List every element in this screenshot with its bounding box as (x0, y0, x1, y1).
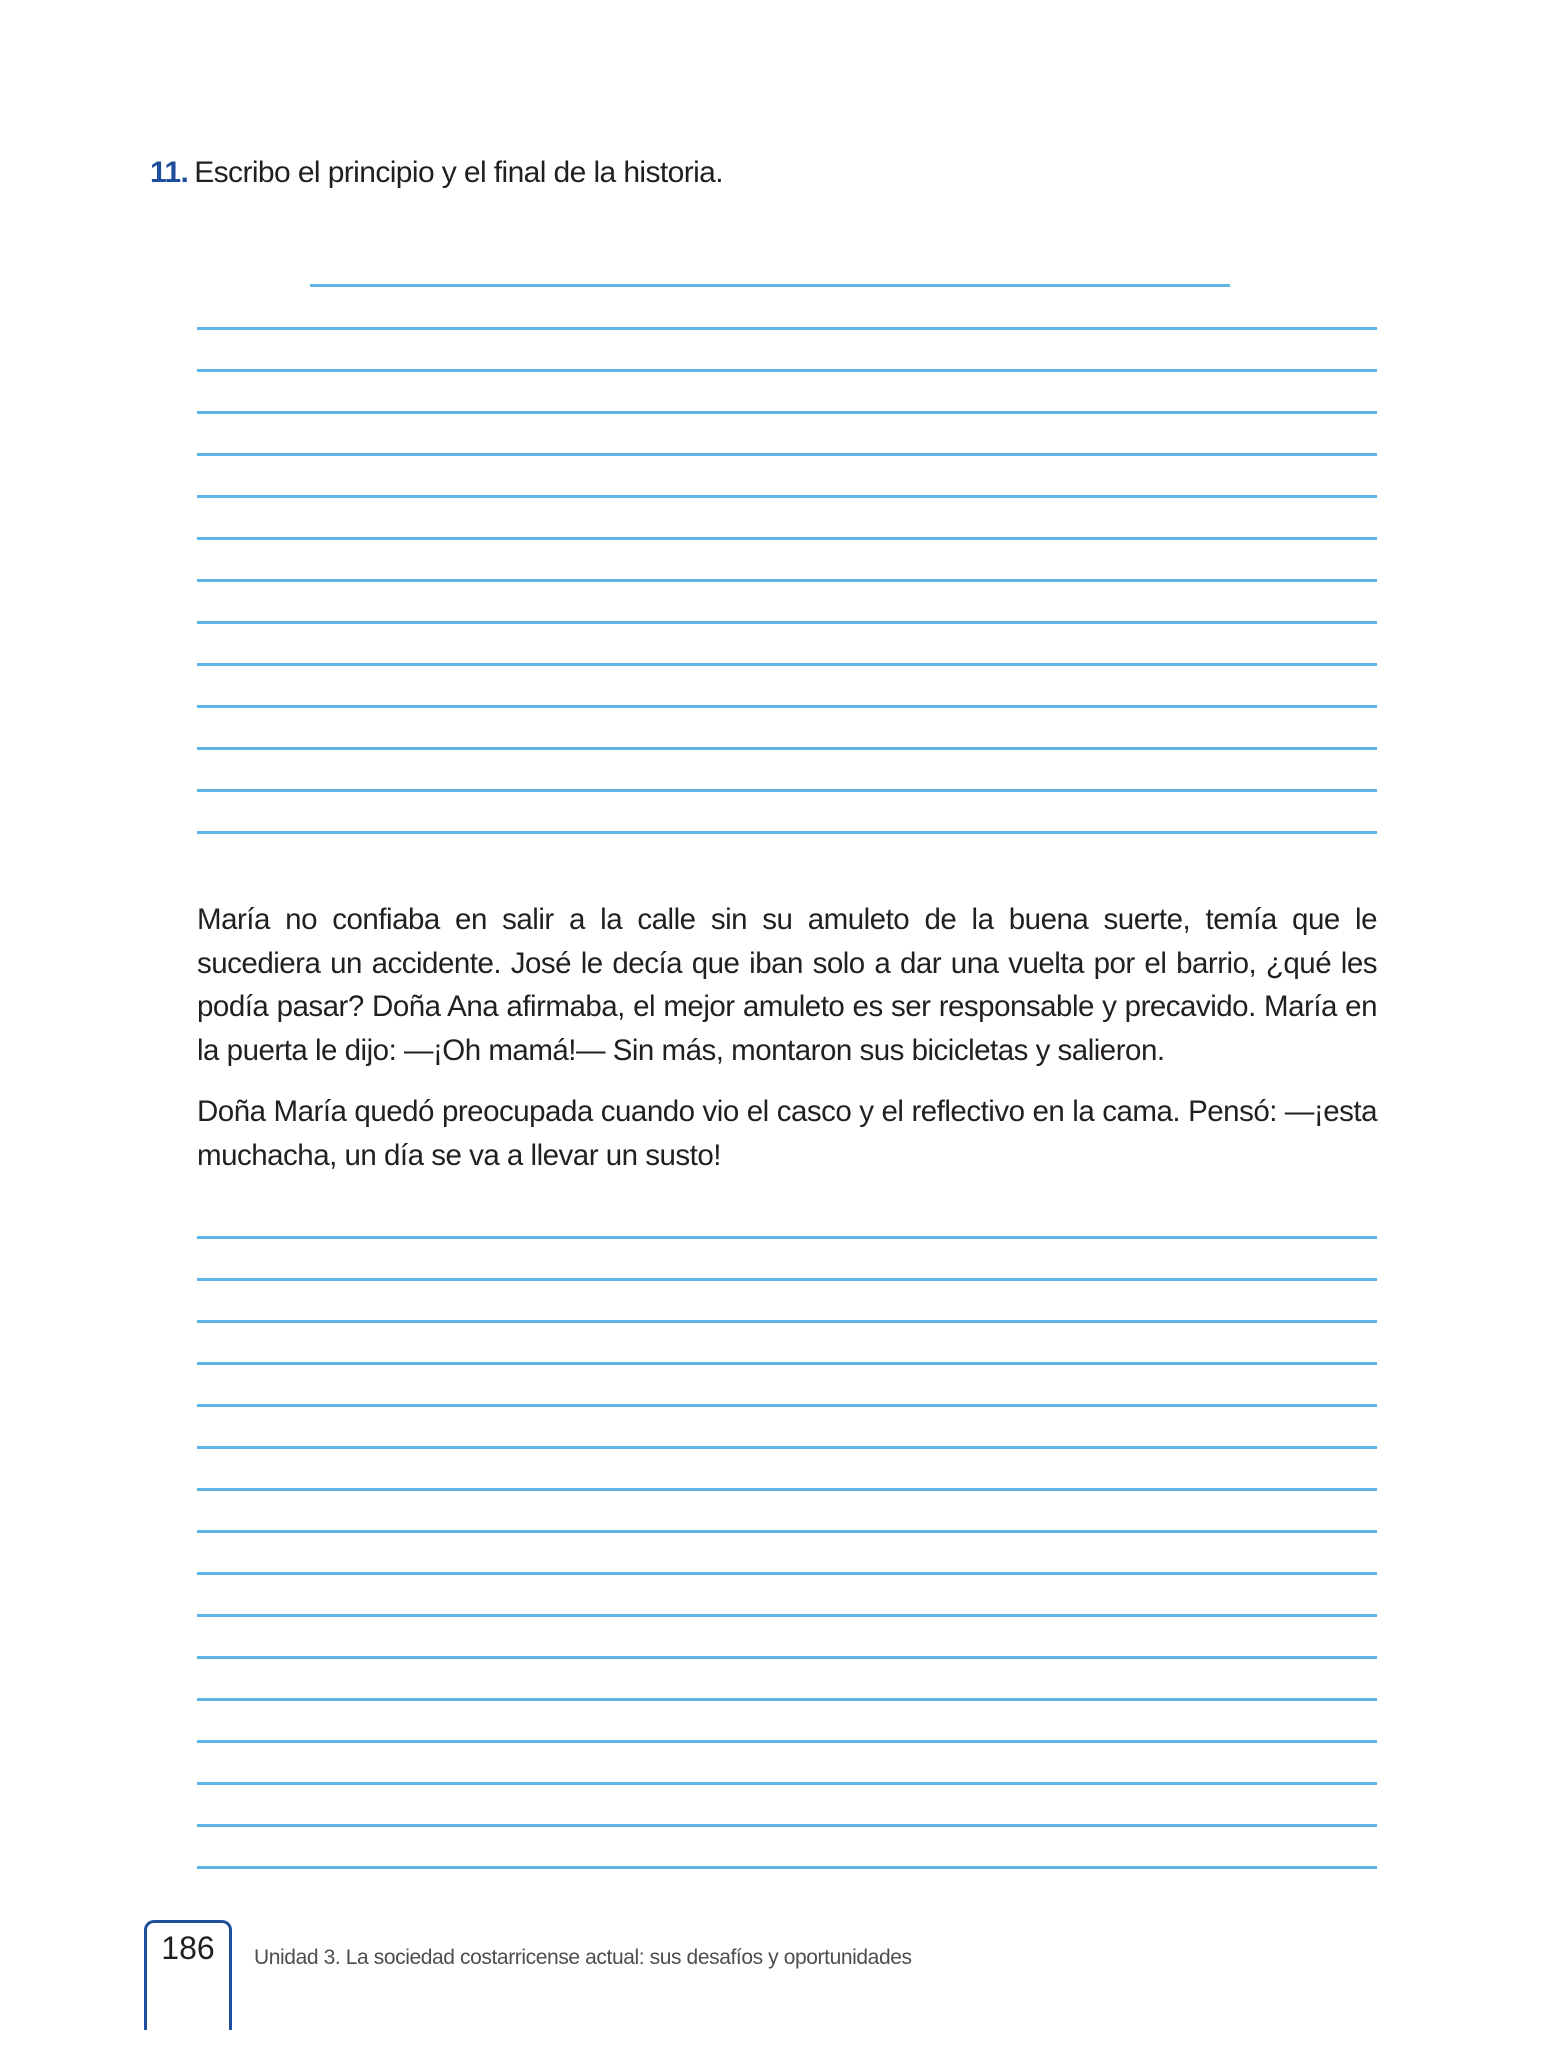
writing-line[interactable] (197, 1488, 1377, 1491)
page-number: 186 (161, 1930, 215, 1966)
writing-line[interactable] (197, 1236, 1377, 1239)
writing-line[interactable] (197, 1446, 1377, 1449)
writing-line[interactable] (197, 411, 1377, 414)
exercise-instruction: Escribo el principio y el final de la historia. (194, 156, 723, 189)
writing-line[interactable] (197, 327, 1377, 330)
story-paragraph: Doña María quedó preocupada cuando vio el casco y el reflectivo en la cama. Pensó: —¡esta muchacha, un día se va a llevar un susto! (197, 1095, 1377, 1172)
writing-line[interactable] (197, 537, 1377, 540)
writing-line[interactable] (197, 1530, 1377, 1533)
writing-line[interactable] (197, 1572, 1377, 1575)
writing-line[interactable] (197, 579, 1377, 582)
writing-line[interactable] (197, 705, 1377, 708)
writing-line[interactable] (197, 621, 1377, 624)
writing-line[interactable] (197, 1782, 1377, 1785)
writing-line[interactable] (197, 747, 1377, 750)
writing-line[interactable] (197, 831, 1377, 834)
exercise-number: 11. (150, 156, 189, 189)
writing-line[interactable] (197, 1656, 1377, 1659)
writing-line[interactable] (197, 1740, 1377, 1743)
writing-line[interactable] (197, 1362, 1377, 1365)
story-paragraph: María no confiaba en salir a la calle sin su amuleto de la buena suerte, temía que le sucediera un accidente. José le decía que iban solo a dar una vuelta por el barrio, ¿qué les podía pasar? Doña Ana afirmaba, el mejor amuleto es ser responsable y precavido. María en la puerta le dijo: —¡Oh mamá!— Sin más, montaron sus bicicletas y salieron. (197, 903, 1377, 1067)
writing-line[interactable] (197, 453, 1377, 456)
writing-line[interactable] (197, 1698, 1377, 1701)
writing-line[interactable] (197, 369, 1377, 372)
writing-line[interactable] (197, 1866, 1377, 1869)
writing-line[interactable] (197, 1320, 1377, 1323)
writing-line[interactable] (197, 1404, 1377, 1407)
writing-line[interactable] (197, 789, 1377, 792)
exercise-heading (150, 156, 723, 190)
writing-line[interactable] (197, 1614, 1377, 1617)
writing-line[interactable] (197, 1278, 1377, 1281)
unit-footer-text: Unidad 3. La sociedad costarricense actual: sus desafíos y oportunidades (254, 1946, 912, 1969)
title-writing-line[interactable] (310, 284, 1230, 287)
writing-line[interactable] (197, 1824, 1377, 1827)
writing-line[interactable] (197, 495, 1377, 498)
writing-line[interactable] (197, 663, 1377, 666)
